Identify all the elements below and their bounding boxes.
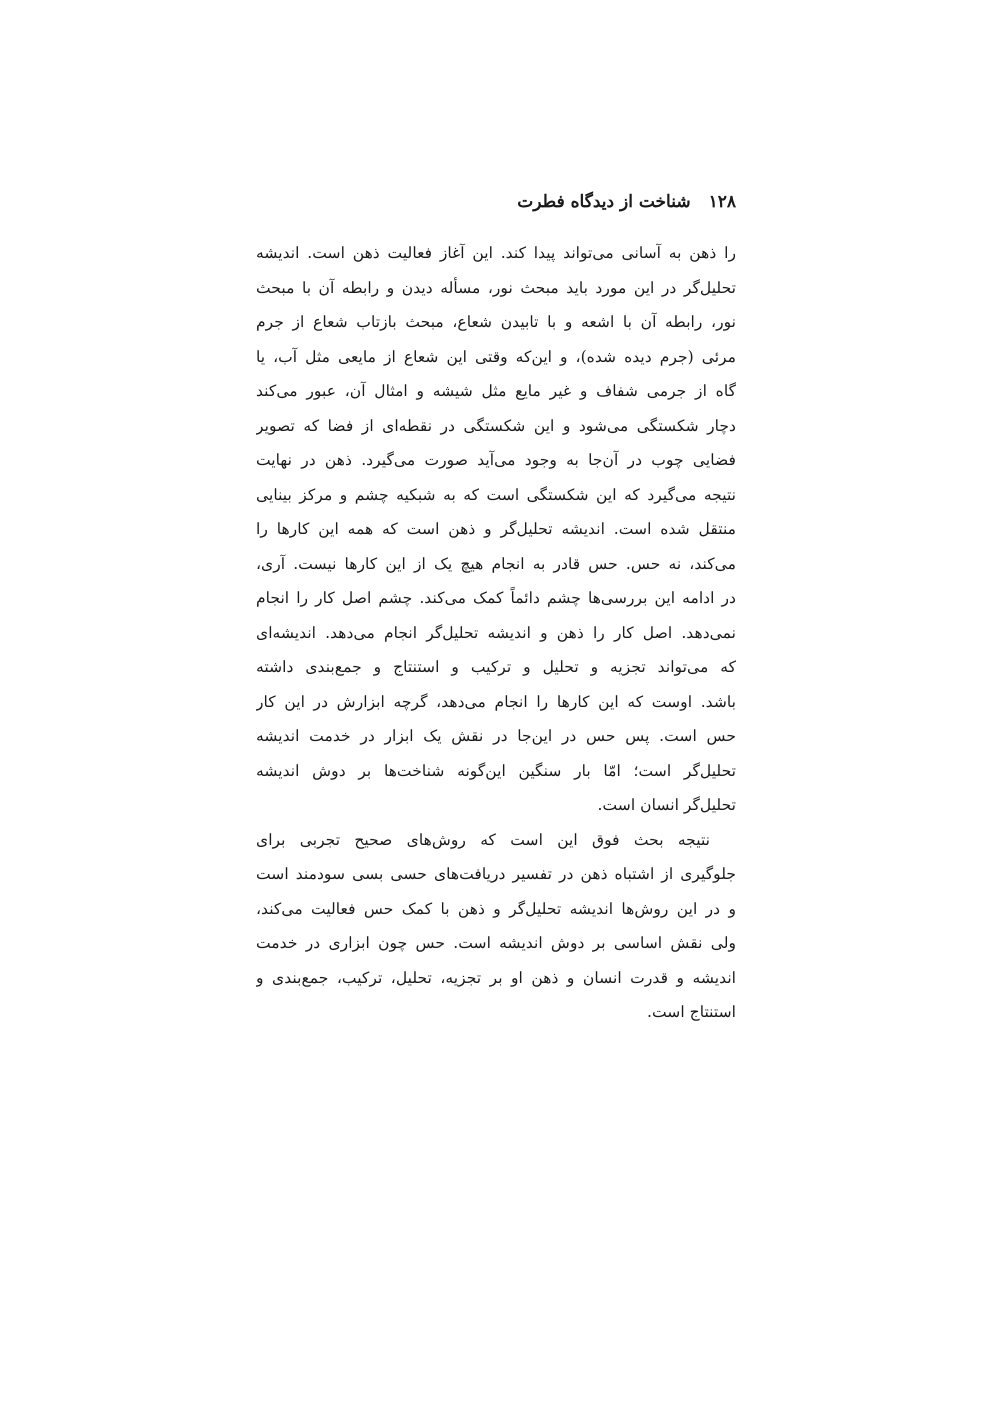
text-line: منتقل شده است. اندیشه تحلیل‌گر و ذهن است که همه این کارها را	[256, 520, 736, 538]
text-line: ولی نقش اساسی بر دوش اندیشه است. حس چون ابزاری در خدمت	[256, 934, 736, 952]
text-line: تحلیل‌گر انسان است.	[597, 796, 736, 814]
text-line: جلوگیری از اشتباه ذهن در تفسیر دریافت‌های حسی بسی سودمند است	[256, 865, 736, 883]
text-line: نتیجه می‌گیرد که این شکستگی است که به شبکیه چشم و مرکز بینایی	[256, 485, 736, 504]
text-line: استنتاج است.	[647, 1003, 736, 1021]
text-line: گاه از جرمی شفاف و غیر مایع مثل شیشه و امثال آن، عبور می‌کند	[256, 382, 736, 400]
page-number: ۱۲۸	[708, 192, 736, 212]
text-line: تحلیل‌گر در این مورد باید مبحث نور، مسأله دیدن و رابطه آن با مبحث	[256, 278, 736, 297]
text-line: اندیشه و قدرت انسان و ذهن او بر تجزیه، تحلیل، ترکیب، جمع‌بندی و	[256, 968, 736, 987]
paragraph-1	[256, 236, 736, 823]
text-line: نتیجه بحث فوق این است که روش‌های صحیح تجربی برای	[256, 830, 710, 849]
text-line: نمی‌دهد. اصل کار را ذهن و اندیشه تحلیل‌گر انجام می‌دهد. اندیشه‌ای	[256, 623, 736, 642]
text-line: مرئی (جرم دیده شده)، و این‌که وقتی این شعاع از مایعی مثل آب، یا	[256, 347, 736, 366]
text-line: می‌کند، نه حس. حس قادر به انجام هیچ یک از این کارها نیست. آری،	[256, 554, 736, 573]
text-line: تحلیل‌گر است؛ امّا بار سنگین این‌گونه شناخت‌ها بر دوش اندیشه	[256, 761, 736, 780]
paragraph-2	[256, 823, 736, 1030]
text-line: که می‌تواند تجزیه و تحلیل و ترکیب و استنتاج و جمع‌بندی داشته	[256, 658, 736, 676]
text-line: را ذهن به آسانی می‌تواند پیدا کند. این آغاز فعالیت ذهن است. اندیشه	[256, 244, 736, 262]
running-title: شناخت از دیدگاه فطرت	[517, 192, 691, 212]
text-line: و در این روش‌ها اندیشه تحلیل‌گر و ذهن با کمک حس فعالیت می‌کند،	[256, 899, 736, 918]
text-line: حس است. پس حس در این‌جا در نقش یک ابزار در خدمت اندیشه	[256, 727, 736, 745]
text-line: دچار شکستگی می‌شود و این شکستگی در نقطه‌ای از فضا که تصویر	[256, 416, 736, 435]
text-line: نور، رابطه آن با اشعه و با تابیدن شعاع، مبحث بازتاب شعاع از جرم	[256, 313, 736, 331]
text-line: باشد. اوست که این کارها را انجام می‌دهد، گرچه ابزارش در این کار	[256, 692, 736, 711]
body-text	[256, 236, 736, 1030]
text-line: فضایی چوب در آن‌جا به وجود می‌آید صورت می‌گیرد. ذهن در نهایت	[256, 451, 736, 469]
text-line: در ادامه این بررسی‌ها چشم دائماً کمک می‌کند. چشم اصل کار را انجام	[256, 589, 736, 607]
running-header	[256, 186, 736, 218]
